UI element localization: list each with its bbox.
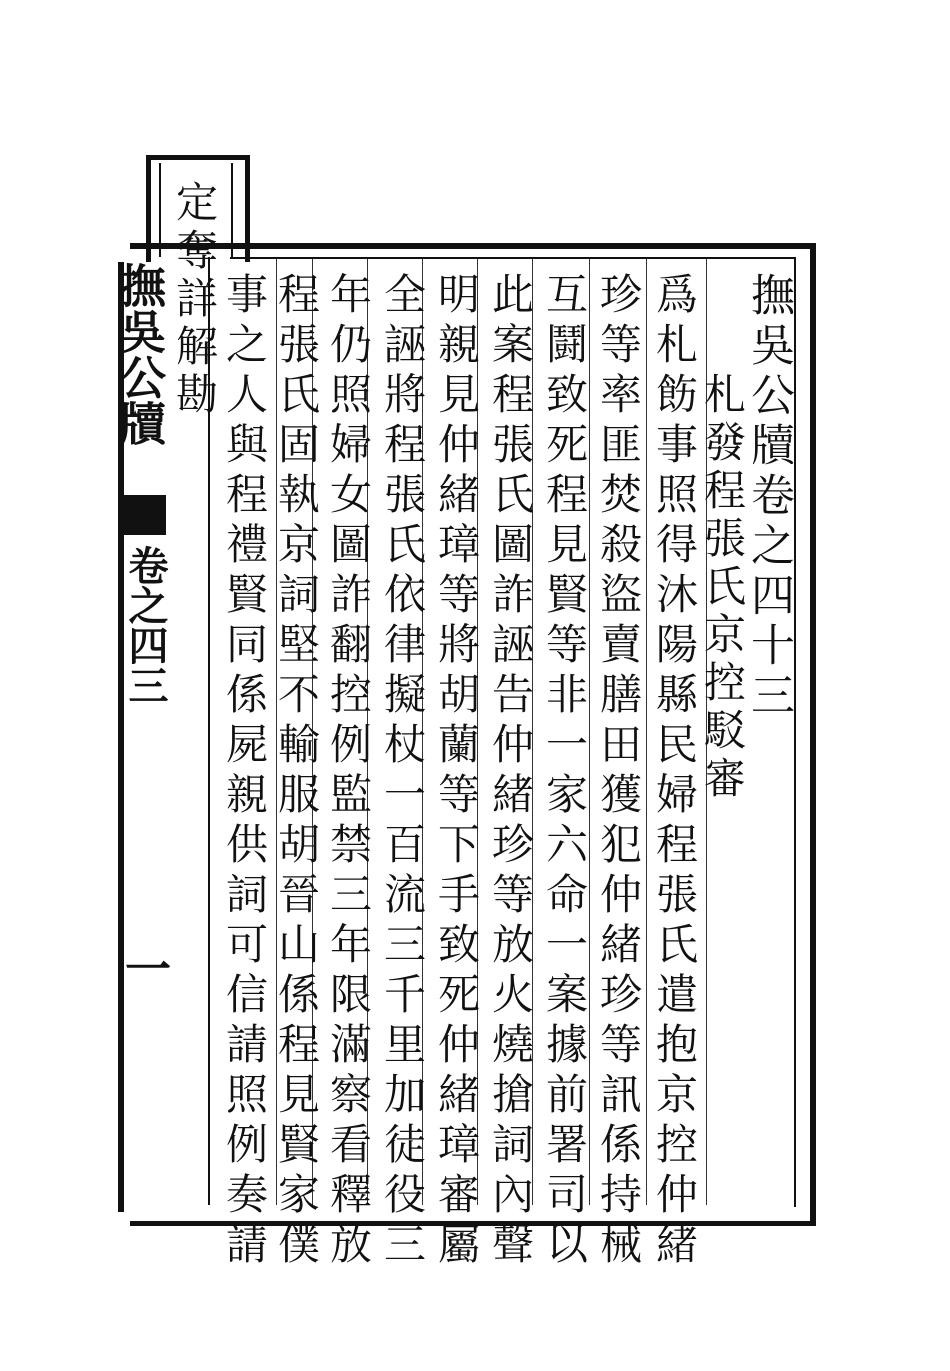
text-column-5: 明親見仲緒璋等將胡蘭等下手致死仲緒璋審屬	[432, 272, 481, 1272]
text-column-8: 程張氏固執京詞堅不輸服胡晉山係程見賢家僕	[272, 272, 321, 1272]
document-subheading: 札發程張氏京控駁審	[698, 372, 747, 804]
column-divider	[646, 259, 647, 1205]
margin-page-number: 一	[118, 945, 172, 991]
text-column-9: 事之人與程禮賢同係屍親供詞可信請照例奏請	[220, 272, 269, 1272]
volume-heading: 撫吳公牘卷之四十三	[743, 272, 794, 722]
text-column-7: 年仍照婦女圖詐翻控例監禁三年限滿察看釋放	[324, 272, 373, 1272]
text-column-6: 全誣將程張氏依律擬杖一百流三千里加徒役三	[378, 272, 427, 1272]
text-column-2: 珍等率匪焚殺盜賣膳田獲犯仲緒珍等訊係持械	[594, 272, 643, 1272]
fish-tail-mark	[118, 495, 166, 535]
page-border-left-rule	[208, 257, 210, 1205]
margin-book-title: 撫吳公牘	[113, 262, 167, 446]
ear-tab-text: 定奪詳解勘	[170, 180, 219, 420]
text-column-3: 互鬪致死程見賢等非一家六命一案據前署司以	[540, 272, 589, 1272]
margin-volume-label: 卷之四三	[122, 545, 169, 705]
text-column-4: 此案程張氏圖詐誣告仲緒珍等放火燒搶詞內聲	[486, 272, 535, 1272]
text-column-1: 爲札飭事照得沐陽縣民婦程張氏遣抱京控仲緒	[650, 272, 699, 1272]
